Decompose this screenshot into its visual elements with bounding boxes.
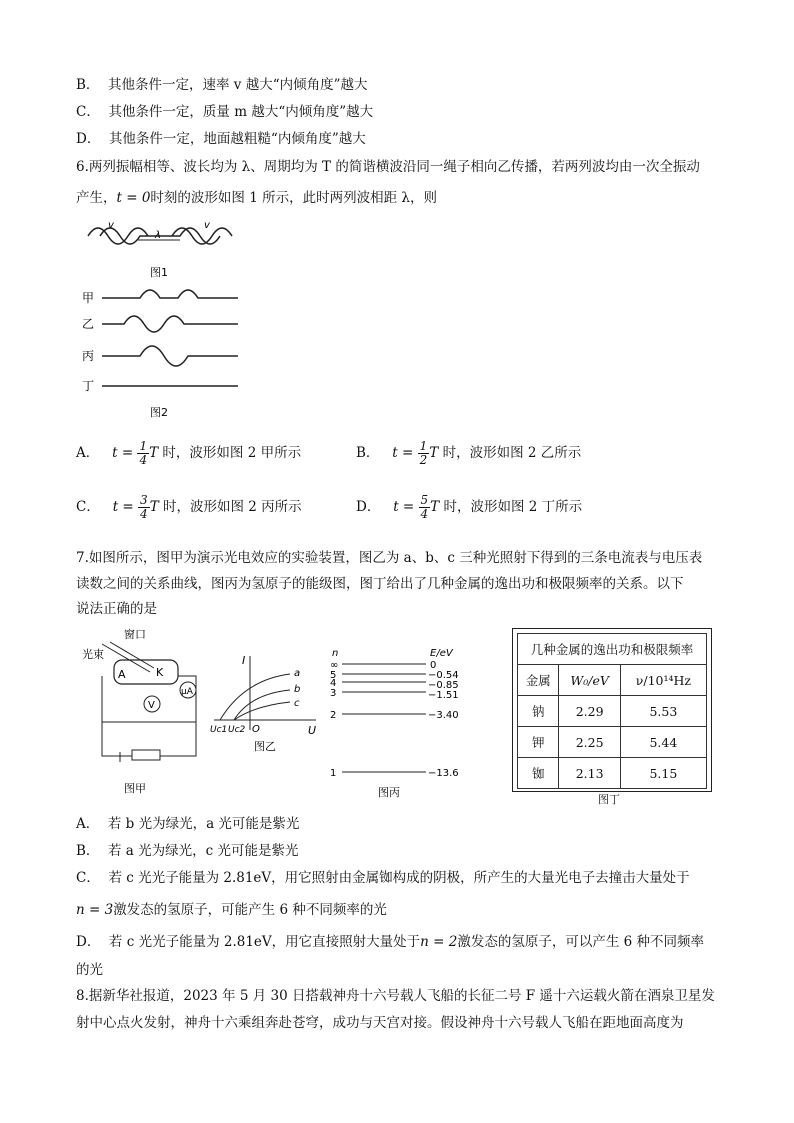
q7-option-c-cont: n = 3激发态的氢原子，可能产生 6 种不同频率的光	[76, 902, 387, 918]
fig-bing	[322, 644, 492, 802]
voltmeter-label: V	[148, 700, 155, 711]
svg-text:4: 4	[330, 678, 337, 689]
col-nu: ν/10¹⁴Hz	[620, 665, 706, 696]
svg-text:∞: ∞	[330, 660, 339, 671]
fig1-wave-right	[172, 228, 232, 244]
q7-option-c: C． 若 c 光光子能量为 2.81eV，用它照射由金属铷构成的阴极，所产生的大量光电子去撞击大量处于	[76, 870, 690, 886]
table-row: 铷 2.13 5.15	[518, 758, 707, 789]
q7-option-b: B． 若 a 光为绿光，c 光可能是紫光	[76, 843, 299, 859]
fig2-label-yi: 乙	[82, 317, 95, 331]
q6-option-a: A． t = $\frac{1}{4}$ T 时，波形如图 2 甲所示	[76, 439, 302, 467]
beam-line-2	[110, 642, 154, 668]
col-metal: 金属	[518, 665, 559, 696]
curve-c-label: c	[294, 698, 300, 709]
q8-stem-line2: 射中心点火发射，神舟十六乘组奔赴苍穹，成功与天宫对接。假设神舟十六号载人飞船在距地面高度为	[76, 1015, 684, 1031]
q8-stem-line1: 8.据新华社报道，2023 年 5 月 30 日搭载神舟十六号载人飞船的长征二号 F 遥十六运载火箭在酒泉卫星发	[76, 988, 715, 1004]
svg-text:0: 0	[430, 660, 437, 671]
q7-stem-line2: 读数之间的关系曲线，图丙为氢原子的能级图，图丁给出了几种金属的逸出功和极限频率的关系。以下	[76, 576, 684, 592]
svg-text:3: 3	[330, 688, 337, 699]
fig2-wave-yi	[102, 316, 238, 332]
curve-b-label: b	[294, 684, 301, 695]
fig2-caption: 图2	[150, 406, 168, 419]
svg-text:1: 1	[330, 768, 337, 779]
q5-option-d: D． 其他条件一定，地面越粗糙“内倾角度”越大	[76, 131, 366, 147]
i-label: I	[242, 654, 246, 667]
fig2-wave-bing	[102, 346, 238, 366]
lambda-label: λ	[155, 230, 161, 241]
v-right-label: v	[204, 220, 210, 231]
fig-jia-caption: 图甲	[124, 782, 146, 795]
col-w0: W₀/eV	[559, 665, 620, 696]
fig2-label-jia: 甲	[82, 291, 95, 305]
fig-ding-caption: 图丁	[598, 793, 620, 806]
e-label: E/eV	[430, 648, 453, 659]
fig1-caption: 图1	[150, 266, 168, 279]
q6-stem-line2: 产生，t = 0时刻的波形如图 1 所示，此时两列波相距 λ，则	[76, 190, 437, 206]
cathode-label: K	[156, 666, 164, 679]
uc2-label: Uc2	[228, 725, 246, 735]
n-label: n	[332, 648, 339, 659]
fig2-label-bing: 丙	[82, 349, 95, 363]
curve-a	[220, 674, 290, 720]
resistor	[132, 750, 160, 760]
curve-a-label: a	[294, 668, 301, 679]
q7-option-a: A． 若 b 光为绿光，a 光可能是紫光	[76, 816, 300, 832]
level-inf	[330, 660, 436, 671]
q7-stem-line1: 7.如图所示，图甲为演示光电效应的实验装置，图乙为 a、b、c 三种光照射下得到的三条电流表与电压表	[76, 550, 703, 566]
q7-option-d: D． 若 c 光光子能量为 2.81eV，用它直接照射大量处于n = 2激发态的氢原子，可以产生 6 种不同频率	[76, 934, 705, 950]
beam-label: 光束	[82, 648, 104, 661]
fig2-label-ding: 丁	[82, 379, 95, 393]
anode-label: A	[118, 668, 126, 681]
curve-b	[234, 690, 290, 720]
table-row: 钠 2.29 5.53	[518, 696, 707, 727]
window-label: 窗口	[124, 628, 146, 641]
curve-c	[234, 702, 290, 720]
q5-option-c: C． 其他条件一定，质量 m 越大“内倾角度”越大	[76, 104, 374, 120]
fig2-wave-jia	[102, 290, 238, 298]
u-label: U	[308, 724, 317, 737]
fig-yi-caption: 图乙	[254, 740, 276, 753]
q7-option-d-cont: 的光	[76, 962, 103, 978]
fig-jia	[80, 626, 198, 802]
table-row: 钾 2.25 5.44	[518, 727, 707, 758]
svg-text:2: 2	[330, 710, 337, 721]
fig1-wave-left	[88, 228, 148, 244]
svg-text:−0.85: −0.85	[428, 680, 459, 691]
q5-option-b: B． 其他条件一定，速率 v 越大“内倾角度”越大	[76, 77, 368, 93]
q6-stem-line1: 6.两列振幅相等、波长均为 λ、周期均为 T 的简谐横波沿同一绳子相向乙传播，若两列波均由一次全振动	[76, 159, 700, 175]
fig-yi	[204, 650, 322, 780]
fig-ding-table	[512, 628, 712, 792]
level-2	[330, 710, 459, 721]
svg-text:−0.54: −0.54	[428, 670, 459, 681]
q6-figure	[80, 218, 250, 430]
q6-option-b: B． t = $\frac{1}{2}$ T 时，波形如图 2 乙所示	[356, 439, 582, 467]
q6-option-c: C． t = $\frac{3}{4}$ T 时，波形如图 2 丙所示	[76, 493, 302, 521]
v-left-label: v	[108, 220, 114, 231]
uc1-label: Uc1	[210, 725, 228, 735]
ammeter-label: μA	[181, 687, 193, 697]
q7-stem-line3: 说法正确的是	[76, 601, 157, 617]
svg-text:−13.6: −13.6	[428, 768, 459, 779]
svg-text:−3.40: −3.40	[428, 710, 459, 721]
beam-line-1	[102, 644, 150, 672]
q6-option-d: D． t = $\frac{5}{4}$ T 时，波形如图 2 丁所示	[356, 493, 583, 521]
svg-text:−1.51: −1.51	[428, 690, 459, 701]
origin-label: O	[252, 724, 260, 735]
fig-bing-caption: 图丙	[378, 786, 400, 799]
svg-text:5: 5	[330, 670, 337, 681]
table-title: 几种金属的逸出功和极限频率	[518, 634, 707, 665]
level-1	[330, 768, 459, 779]
level-3	[330, 688, 459, 701]
